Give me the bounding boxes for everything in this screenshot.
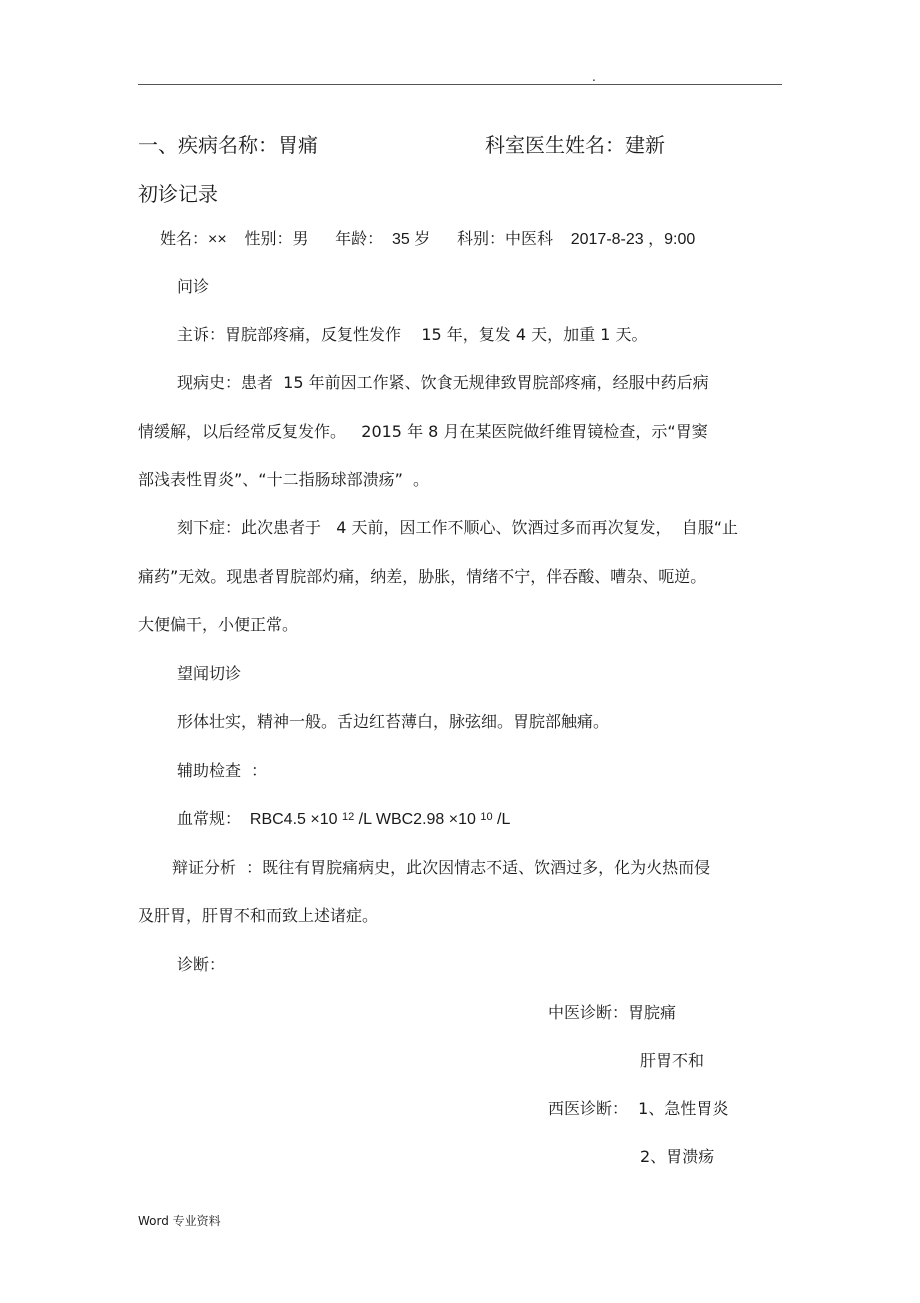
history-line-2: 情缓解，以后经常反复发作。 2015 年 8 月在某医院做纤维胃镜检查，示“胃窦 (138, 422, 708, 441)
tcm-diagnosis-2: 肝胃不和 (640, 1051, 705, 1070)
blood-exp-1: 12 (341, 811, 355, 823)
history-line-3: 部浅表性胃炎”、“十二指肠球部溃疡” 。 (138, 470, 430, 489)
header-rule (138, 84, 782, 85)
doctor-name: 科室医生姓名：建新 (485, 133, 665, 157)
analysis-line-2: 及肝胃，肝胃不和而致上述诸症。 (138, 906, 379, 925)
blood-unit: /L (492, 811, 511, 828)
tcm-diagnosis: 中医诊断：胃脘痛 (548, 1003, 677, 1022)
diagnosis-heading: 诊断： (177, 955, 226, 974)
history-line-1: 现病史：患者 15 年前因工作紧、饮食无规律致胃脘部疼痛，经服中药后病 (177, 373, 709, 392)
footer-label: Word 专业资料 (138, 1214, 221, 1228)
blood-exp-2: 10 (480, 811, 493, 823)
section-title: 初诊记录 (138, 182, 218, 206)
analysis-line-1: 辩证分析 ：既往有胃脘痛病史，此次因情志不适、饮酒过多，化为火热而侵 (172, 858, 711, 877)
wm-diagnosis-2: 2、胃溃疡 (640, 1147, 715, 1166)
patient-info: 姓名：×× 性别：男 年龄： 35 岁 科别：中医科 2017-8-23 ，9:00 (160, 231, 696, 248)
blood-mid: /L WBC2.98 ×10 (354, 811, 481, 828)
blood-routine (177, 806, 510, 829)
aux-heading: 辅助检查 ： (177, 761, 268, 780)
chief-complaint: 主诉：胃脘部疼痛，反复性发作 15 年，复发 4 天，加重 1 天。 (177, 325, 648, 344)
inquiry-heading: 问诊 (177, 277, 210, 296)
wm-diagnosis: 西医诊断： 1、急性胃炎 (548, 1099, 729, 1118)
disease-name: 一、疾病名称：胃痛 (138, 133, 318, 157)
present-line-1: 刻下症：此次患者于 4 天前，因工作不顺心、饮酒过多而再次复发， 自服“止 (177, 518, 738, 537)
exam-text: 形体壮实，精神一般。舌边红苔薄白，脉弦细。胃脘部触痛。 (177, 712, 610, 731)
exam-heading: 望闻切诊 (177, 664, 242, 683)
present-line-2: 痛药”无效。现患者胃脘部灼痛，纳差，胁胀，情绪不宁，伴吞酸、嘈杂、呃逆。 (138, 567, 707, 586)
blood-label: 血常规： RBC4.5 ×10 (177, 811, 342, 828)
present-line-3: 大便偏干，小便正常。 (138, 615, 299, 634)
header-dot: . (592, 70, 596, 84)
